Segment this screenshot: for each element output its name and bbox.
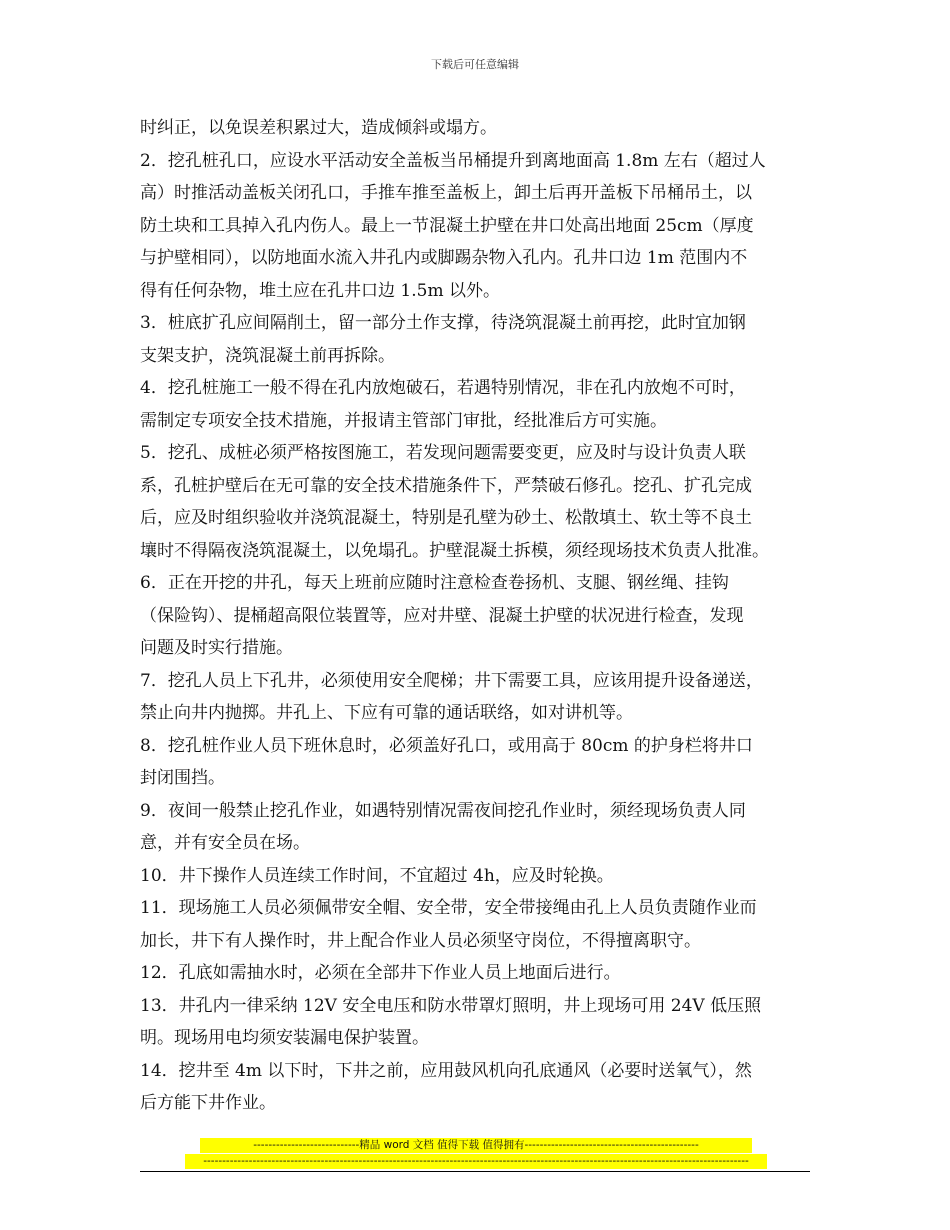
text-line: 11．现场施工人员必须佩带安全帽、安全带，安全带接绳由孔上人员负责随作业而 [140,898,757,918]
text-line: 14．挖井至 4m 以下时，下井之前，应用鼓风机向孔底通风（必要时送氧气），然 [140,1060,752,1081]
text-line: 禁止向井内抛掷。井孔上、下应有可靠的通话联络，如对讲机等。 [140,703,633,723]
text-line: 10．井下操作人员连续工作时间，不宜超过 4h，应及时轮换。 [140,865,614,886]
text-line: 12．孔底如需抽水时，必须在全部井下作业人员上地面后进行。 [140,963,621,983]
text-line: 得有任何杂物，堆土应在孔井口边 1.5m 以外。 [140,280,500,301]
text-line: 后方能下井作业。 [140,1093,276,1113]
footer-banner: ----------------------------精品 word 文档 值得下载 值得拥有---------------------------------------------- [200,1138,752,1153]
text-line: 封闭围挡。 [140,768,225,788]
page-header: 下载后可任意编辑 [431,58,519,71]
text-line: 13．井孔内一律采纳 12V 安全电压和防水带罩灯照明，井上现场可用 24V 低压照 [140,995,762,1016]
text-line: 7．挖孔人员上下孔井，必须使用安全爬梯；井下需要工具，应该用提升设备递送， [140,670,763,691]
text-line: 意，并有安全员在场。 [140,833,310,853]
text-line: 4．挖孔桩施工一般不得在孔内放炮破石，若遇特别情况，非在孔内放炮不可时， [140,378,746,398]
text-line: 支架支护，浇筑混凝土前再拆除。 [140,345,395,366]
text-line: 时纠正，以免误差积累过大，造成倾斜或塌方。 [140,118,497,138]
text-line: 9．夜间一般禁止挖孔作业，如遇特别情况需夜间挖孔作业时，须经现场负责人同 [140,800,746,821]
text-line: 5．挖孔、成桩必须严格按图施工，若发现问题需要变更，应及时与设计负责人联 [140,443,746,463]
text-line: 加长，井下有人操作时，井上配合作业人员必须坚守岗位，不得擅离职守。 [140,930,701,951]
text-line: 系，孔桩护壁后在无可靠的安全技术措施条件下，严禁破石修孔。挖孔、扩孔完成 [140,475,752,496]
footer-rule [140,1171,810,1172]
text-line: 6．正在开挖的井孔，每天上班前应随时注意检查卷扬机、支腿、钢丝绳、挂钩 [140,573,729,593]
page-footer [140,1138,812,1169]
text-line: 8．挖孔桩作业人员下班休息时，必须盖好孔口，或用高于 80cm 的护身栏将井口 [140,735,753,756]
footer-dash-line: ------------------------------------------------------------------------------------------------------------------------------------------------ [185,1154,767,1169]
text-line: 与护壁相同），以防地面水流入井孔内或脚踢杂物入孔内。孔井口边 1m 范围内不 [140,248,748,268]
text-line: 壤时不得隔夜浇筑混凝土，以免塌孔。护壁混凝土拆模，须经现场技术负责人批准。 [140,540,769,561]
text-line: 高）时推活动盖板关闭孔口，手推车推至盖板上，卸土后再开盖板下吊桶吊土，以 [140,183,752,203]
text-line: 防土块和工具掉入孔内伤人。最上一节混凝土护壁在井口处高出地面 25cm（厚度 [140,215,754,236]
text-line: 明。现场用电均须安装漏电保护装置。 [140,1028,429,1048]
text-line: 需制定专项安全技术措施，并报请主管部门审批，经批准后方可实施。 [140,410,667,431]
text-line: （保险钩）、提桶超高限位装置等，应对井壁、混凝土护壁的状况进行检查，发现 [140,605,744,626]
text-line: 3．桩底扩孔应间隔削土，留一部分土作支撑，待浇筑混凝土前再挖，此时宜加钢 [140,313,746,333]
text-line: 2．挖孔桩孔口，应设水平活动安全盖板当吊桶提升到离地面高 1.8m 左右（超过人 [140,150,766,171]
document-body [140,112,830,1120]
text-line: 问题及时实行措施。 [140,638,293,658]
text-line: 后，应及时组织验收并浇筑混凝土，特别是孔壁为砂土、松散填土、软土等不良土 [140,508,752,528]
